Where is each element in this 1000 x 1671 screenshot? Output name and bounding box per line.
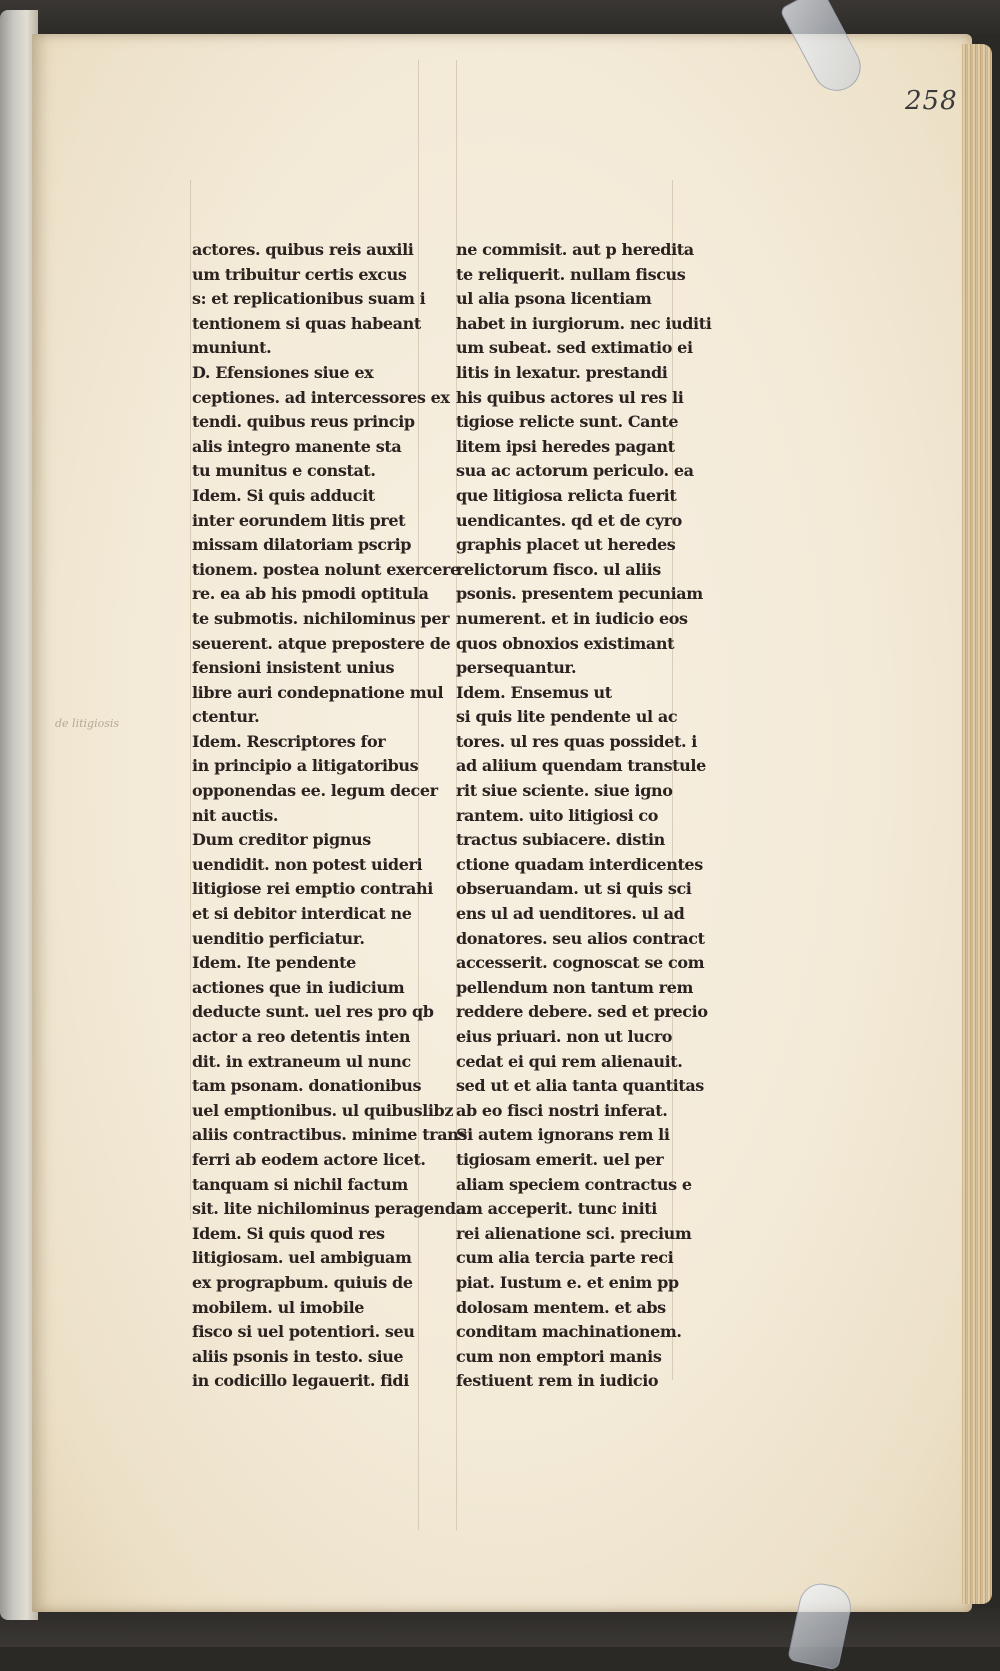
text-line: numerent. et in iudicio eos [456,608,688,628]
text-line: litis in lexatur. prestandi [456,362,668,382]
text-line: deducte sunt. uel res pro qb [192,1002,434,1022]
text-line: tam psonam. donationibus [192,1076,422,1096]
text-line: persequantur. [456,658,577,678]
text-line: cum non emptori manis [456,1346,662,1366]
text-line: seuerent. atque prepostere de [192,633,451,653]
text-line: his quibus actores ul res li [456,387,684,407]
text-line: dolosam mentem. et abs [456,1297,666,1317]
text-line: Idem. Si quis quod res [192,1223,385,1243]
text-line: mobilem. ul imobile [192,1297,365,1317]
text-line: et si debitor interdicat ne [192,904,412,924]
text-line: accesserit. cognoscat se com [456,953,705,973]
text-line: aliis psonis in testo. siue [192,1346,404,1366]
text-line: tanquam si nichil factum [192,1174,408,1194]
text-line: sit. lite nichilominus peragenda. [192,1199,471,1219]
text-line: s: et replicationibus suam i [192,289,426,309]
text-line: piat. Iustum e. et enim pp [456,1272,679,1292]
text-line: actores. quibus reis auxili [192,240,414,259]
text-line: litem ipsi heredes pagant [456,436,675,456]
text-line: in principio a litigatoribus [192,756,419,776]
text-line: quos obnoxios existimant [456,633,675,653]
text-line: ex prograpbum. quiuis de [192,1272,413,1292]
text-line: fensioni insistent unius [192,658,395,678]
text-line: ul alia psona licentiam [456,289,652,309]
text-line: conditam machinationem. [456,1322,682,1342]
text-line: um subeat. sed extimatio ei [456,338,693,358]
text-line: missam dilatoriam pscrip [192,535,412,555]
text-line: pellendum non tantum rem [456,977,694,997]
text-line: aliam speciem contractus e [456,1174,692,1194]
text-line: uel emptionibus. ul quibuslibz [192,1100,454,1120]
text-line: ab eo fisci nostri inferat. [456,1100,668,1120]
text-line: re. ea ab his pmodi optitula [192,584,429,604]
text-line: Idem. Ensemus ut [456,682,612,702]
text-line: tendi. quibus reus princip [192,412,415,432]
text-line: opponendas ee. legum decer [192,781,438,801]
text-line: muniunt. [192,338,272,358]
text-line: um tribuitur certis excus [192,264,407,284]
text-column-left [192,238,471,1394]
text-line: rantem. uito litigiosi co [456,805,659,825]
text-line: litigiose rei emptio contrahi [192,879,433,899]
text-line: Idem. Si quis adducit [192,485,375,505]
text-line: Idem. Rescriptores for [192,731,386,751]
text-line: uendidit. non potest uideri [192,854,423,874]
text-line: cum alia tercia parte reci [456,1248,674,1268]
text-line: ferri ab eodem actore licet. [192,1149,426,1169]
marginal-note: de litigiosis [55,717,120,730]
text-line: alis integro manente sta [192,436,402,456]
text-line: si quis lite pendente ul ac [456,707,678,727]
text-line: in codicillo legauerit. fidi [192,1371,409,1391]
text-line: ctione quadam interdicentes [456,854,703,874]
text-line: festiuent rem in iudicio [456,1371,659,1391]
text-line: fisco si uel potentiori. seu [192,1322,415,1342]
text-line: psonis. presentem pecuniam [456,584,703,604]
text-line: libre auri condepnatione mul [192,682,444,702]
text-line: obseruandam. ut si quis sci [456,879,692,899]
text-line: uendicantes. qd et de cyro [456,510,682,530]
text-line: D. Efensiones siue ex [192,362,374,382]
text-line: tores. ul res quas possidet. i [456,731,697,751]
text-line: actor a reo detentis inten [192,1027,411,1046]
text-line: tu munitus e constat. [192,461,376,481]
text-line: reddere debere. sed et precio [456,1002,708,1022]
text-line: uenditio perficiatur. [192,928,365,948]
text-line: que litigiosa relicta fuerit [456,485,677,505]
text-line: habet in iurgiorum. nec iuditi [456,313,712,333]
text-line: tentionem si quas habeant [192,313,421,333]
text-line: relictorum fisco. ul aliis [456,559,661,579]
text-column-right [456,238,712,1394]
text-line: sed ut et alia tanta quantitas [456,1076,704,1096]
text-line: donatores. seu alios contract [456,928,705,948]
text-line: nit auctis. [192,805,279,825]
text-line: tionem. postea nolunt exercere [192,559,460,579]
text-line: inter eorundem litis pret [192,510,406,530]
text-line: eius priuari. non ut lucro [456,1027,673,1046]
text-line: Si autem ignorans rem li [456,1125,670,1145]
scan-background-top [0,0,1000,34]
text-line: ad aliium quendam transtule [456,756,706,776]
text-line: tigiosam emerit. uel per [456,1149,664,1169]
text-line: ceptiones. ad intercessores ex [192,387,450,407]
text-line: te reliquerit. nullam fiscus [456,264,686,284]
text-line: aliis contractibus. minime trans [192,1125,468,1145]
scan-background-bottom [0,1608,1000,1647]
text-line: ne commisit. aut p heredita [456,240,694,259]
text-line: rit siue sciente. siue igno [456,781,673,801]
text-line: Dum creditor pignus [192,830,371,850]
text-line: actiones que in iudicium [192,977,405,997]
text-line: sua ac actorum periculo. ea [456,461,694,481]
text-line: am acceperit. tunc initi [456,1199,657,1219]
page-fore-edge [962,44,992,1604]
text-line: tractus subiacere. distin [456,830,665,850]
text-line: cedat ei qui rem alienauit. [456,1051,683,1071]
text-line: graphis placet ut heredes [456,535,676,555]
folio-number: 258 [905,86,958,116]
text-line: dit. in extraneum ul nunc [192,1051,411,1071]
text-line: tigiose relicte sunt. Cante [456,412,679,432]
text-line: rei alienatione sci. precium [456,1223,692,1243]
ruling-line [190,180,191,1220]
text-line: ctentur. [192,707,260,727]
text-line: litigiosam. uel ambiguam [192,1248,412,1268]
text-line: te submotis. nichilominus per [192,608,450,628]
text-line: ens ul ad uenditores. ul ad [456,904,685,924]
text-line: Idem. Ite pendente [192,953,356,973]
